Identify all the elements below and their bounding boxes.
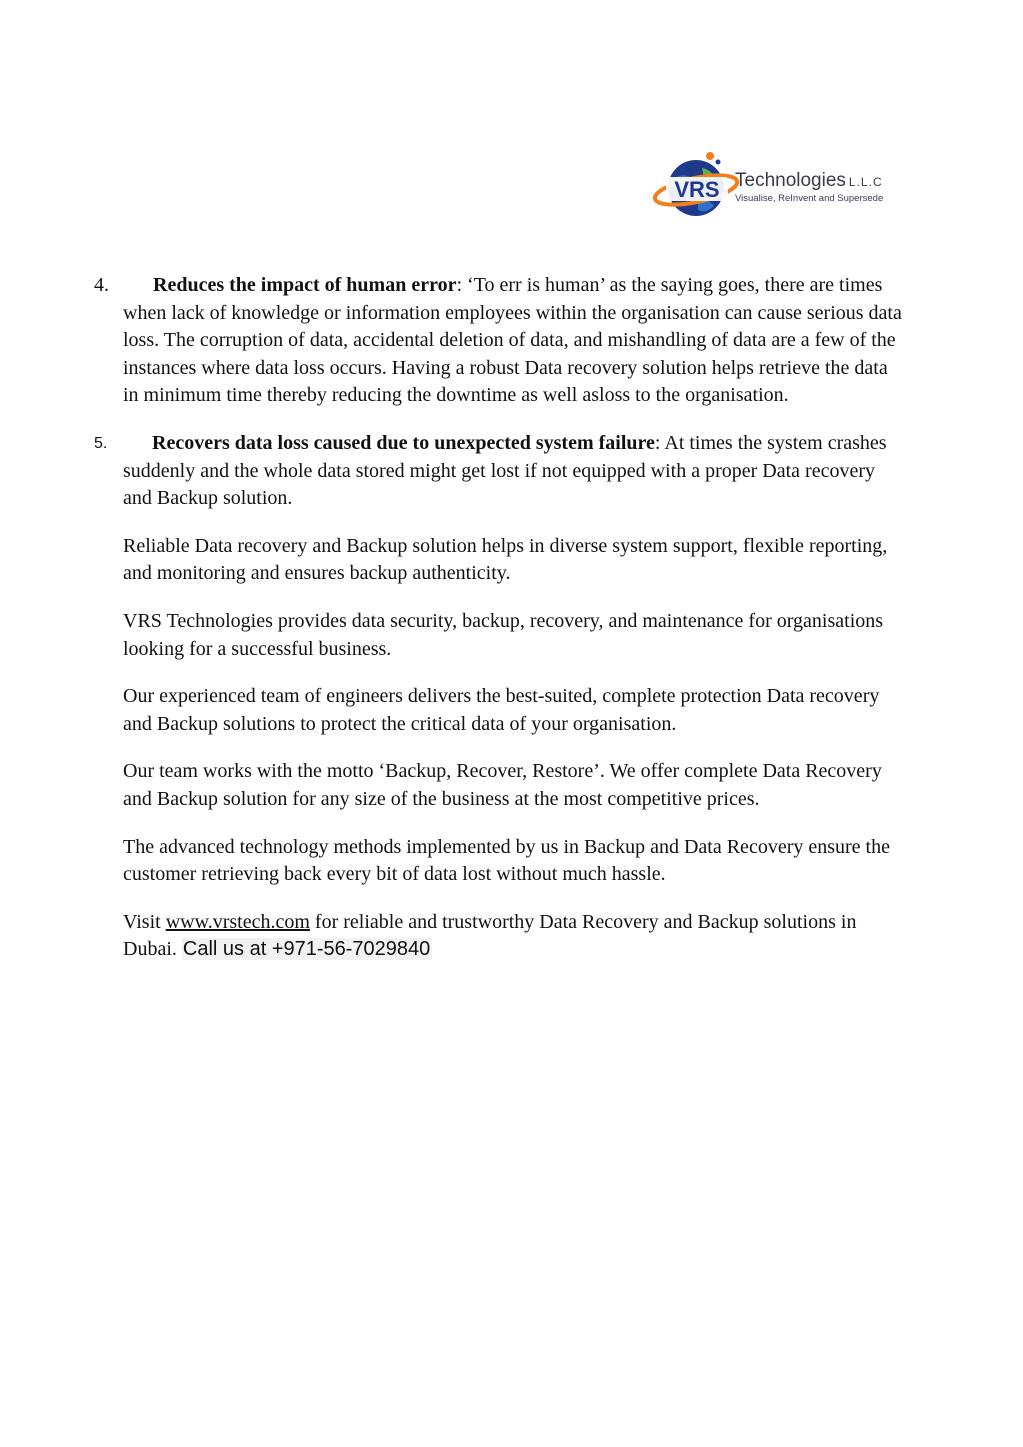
list-item-number: 4. bbox=[94, 274, 109, 296]
paragraph-technology: The advanced technology methods implemented by us in Backup and Data Recovery ensure the customer retrieving back every bit of data lost without much hassle. bbox=[123, 835, 890, 886]
list-item-text: : At times the system crashes suddenly and the whole data stored might get lost if not equipped with a proper Data recovery and Backup solution. bbox=[123, 431, 887, 510]
list-item-5 bbox=[94, 430, 904, 513]
list-item-number: 5. bbox=[94, 434, 108, 452]
logo-mark-letters: VRS bbox=[674, 177, 720, 202]
logo-suffix: L.L.C bbox=[848, 175, 883, 189]
closing-middle: for reliable and trustworthy Data Recovery and Backup solutions in Dubai. bbox=[123, 910, 857, 961]
vrs-globe-logo-icon bbox=[652, 150, 742, 230]
list-item-heading: Reduces the impact of human error bbox=[153, 274, 457, 296]
website-link[interactable]: www.vrstech.com bbox=[165, 910, 310, 933]
paragraph-engineers: Our experienced team of engineers delivers the best-suited, complete protection Data recovery and Backup solutions to protect the critical data of your organisation. bbox=[123, 685, 880, 735]
list-item-heading: Recovers data loss caused due to unexpected system failure bbox=[152, 431, 655, 454]
paragraph-motto: Our team works with the motto ‘Backup, Recover, Restore’. We offer complete Data Recovery and Backup solution for any size of the business at the most competitive prices. bbox=[123, 760, 882, 810]
list-item-text: : ‘To err is human’ as the saying goes, there are times when lack of knowledge or information employees within the organisation can cause serious data loss. The corruption of data, accidental deletion of data, and mishandling of data are a few of the instances where data loss occurs. Having a robust Data recovery solution helps retrieve the data in minimum time thereby reducing the downtime as well asloss to the organisation. bbox=[123, 274, 902, 407]
company-logo bbox=[652, 150, 902, 240]
paragraph-reliable-backup: Reliable Data recovery and Backup solution helps in diverse system support, flexible reporting, and monitoring and ensures backup authenticity. bbox=[123, 534, 888, 585]
call-us-phone: Call us at +971-56-7029840 bbox=[182, 938, 431, 961]
logo-tagline: Visualise, ReInvent and Supersede bbox=[735, 193, 884, 204]
paragraph-vrs-services: VRS Technologies provides data security, backup, recovery, and maintenance for organisations looking for a successful business. bbox=[123, 609, 884, 660]
logo-company-name bbox=[735, 170, 883, 192]
document-body bbox=[94, 272, 904, 984]
paragraph-closing bbox=[123, 909, 904, 964]
closing-lead: Visit bbox=[123, 910, 166, 933]
logo-name-text: Technologies bbox=[735, 170, 846, 191]
list-item-4 bbox=[94, 272, 904, 410]
